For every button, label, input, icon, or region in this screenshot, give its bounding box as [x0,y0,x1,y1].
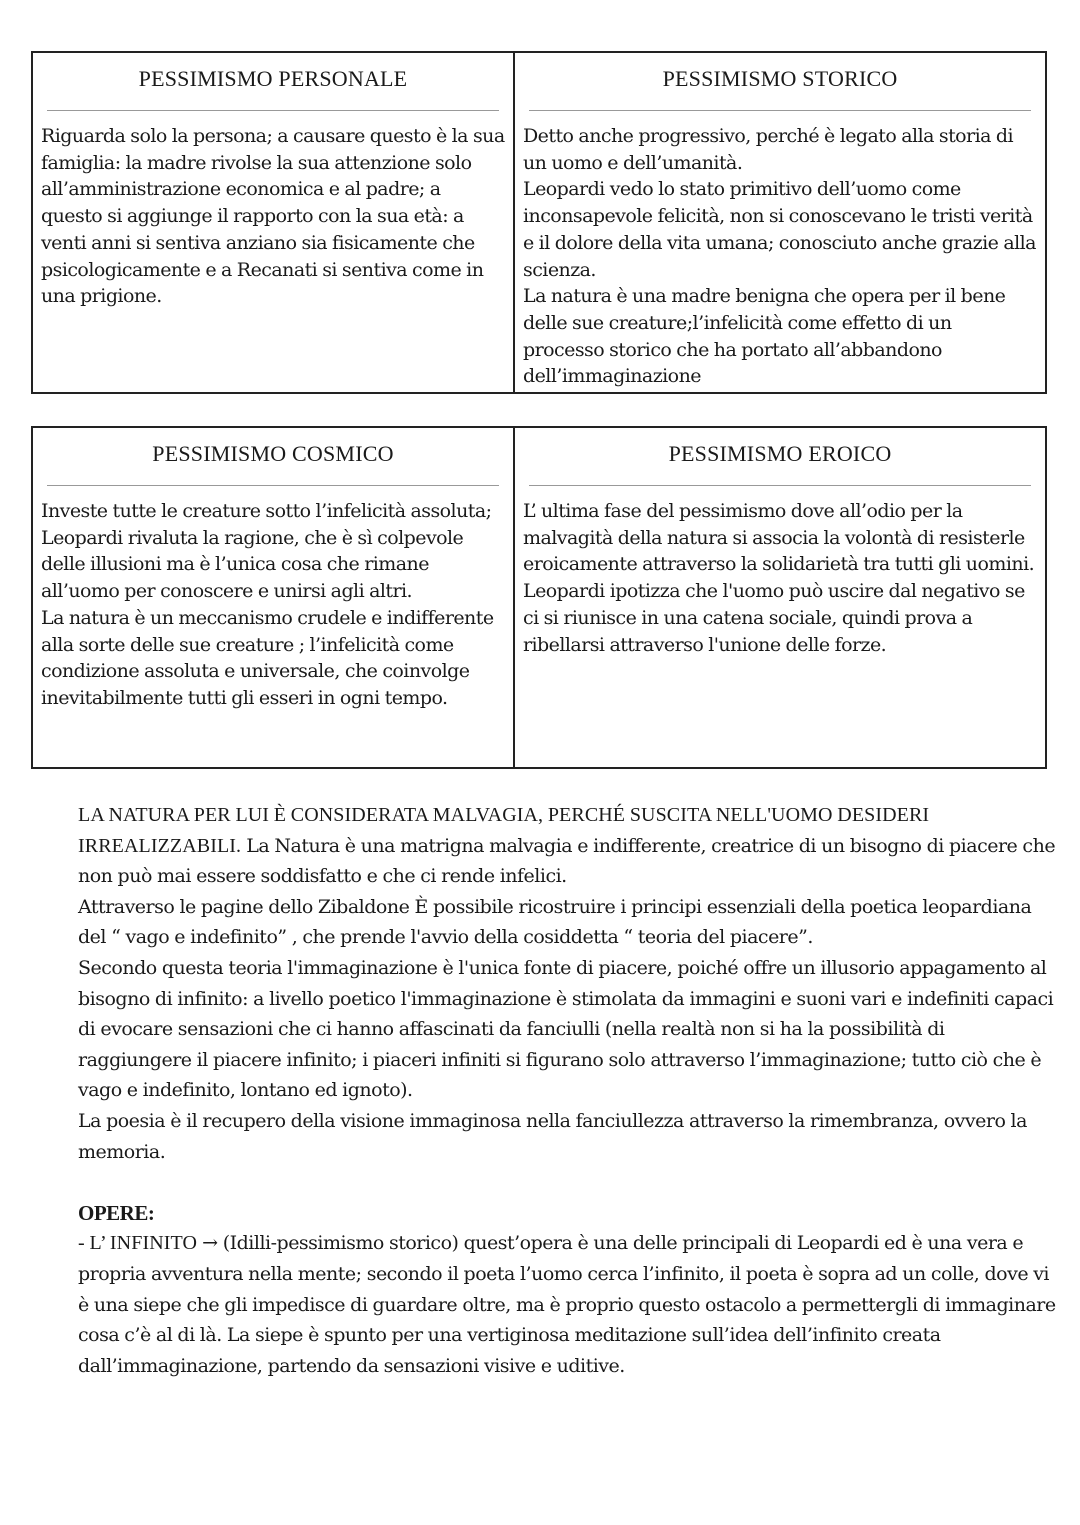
card-pessimismo-storico [515,53,1045,392]
paragraph-text: La Natura è una matrigna malvagia e indifferente, creatrice di un bisogno di piacere che non può mai essere soddisfatto e che ci rende infelici. [78,834,1056,888]
card-body [33,486,513,712]
teoria-paragraph: Secondo questa teoria l'immaginazione è l'unica fonte di piacere, poiché offre un illusorio appagamento al bisogno di infinito: a livello poetico l'immaginazione è stimolata da immagini e suoni vari e indefiniti capaci di evocare sensazioni che ci hanno affascinati da fanciulli (nella realtà non si ha la possibilità di raggiungere il piacere infinito; i piaceri infiniti si figurano solo attraverso l’immaginazione; tutto ciò che è vago e indefinito, lontano ed ignoto). [78,956,1054,1102]
card-title: PESSIMISMO PERSONALE [138,66,408,91]
opere-heading: OPERE: [78,1200,155,1225]
card-paragraph: Detto anche progressivo, perché è legato alla storia di un uomo e dell’umanità. [523,125,1014,174]
card-paragraph: Leopardi vedo lo stato primitivo dell’uomo come inconsapevole felicità, non si conoscevano le tristi verità e il dolore della vita umana; conosciuto anche grazie alla scienza. [523,178,1036,281]
card-paragraph: La natura è una madre benigna che opera per il bene delle sue creature;l’infelicità come effetto di un processo storico che ha portato all’abbandono dell’immaginazione [523,285,1006,388]
card-title: PESSIMISMO COSMICO [152,441,394,466]
card-pessimismo-eroico [515,428,1045,767]
card-title: PESSIMISMO STORICO [662,66,898,91]
pessimismo-table-top [31,51,1047,394]
arrow-icon: → [197,1232,223,1255]
work-description: (Idilli-pessimismo storico) quest’opera è una delle principali di Leopardi ed è una vera e propria avventura nella mente; secondo il poeta l’uomo cerca l’infinito, il poeta è sopra ad un colle, dove vi è una siepe che gli impedisce di guardare oltre, ma è proprio questo ostacolo a permettergli di immaginare cosa c’è al di là. La siepe è spunto per una vertiginosa meditazione sull’idea dell’infinito creata dall’immaginazione, partendo da sensazioni visive e uditive. [78,1232,1056,1377]
card-paragraph: Riguarda solo la persona; a causare questo è la sua famiglia: la madre rivolse la sua attenzione solo all’amministrazione economica e al padre; a questo si aggiunge il rapporto con la sua età: a venti anni si sentiva anziano sia fisicamente che psicologicamente e a Recanati si sentiva come in una prigione. [41,125,505,308]
pessimismo-table-bottom [31,426,1047,769]
zibaldone-paragraph: Attraverso le pagine dello Zibaldone È possibile ricostruire i principi essenziali della poetica leopardiana del “ vago e indefinito” , che prende l'avvio della cosiddetta “ teoria del piacere”. [78,895,1032,949]
work-title: - L’ INFINITO [78,1232,198,1255]
card-paragraph: La natura è un meccanismo crudele e indifferente alla sorte delle sue creature ; l’infelicità come condizione assoluta e universale, che coinvolge inevitabilmente tutti gli esseri in ogni tempo. [41,606,494,709]
main-text [78,800,1058,1381]
card-pessimismo-personale [33,53,515,392]
card-paragraph: Investe tutte le creature sotto l’infelicità assoluta; Leopardi rivaluta la ragione, che è sì colpevole delle illusioni ma è l’unica cosa che rimane all’uomo per conoscere e unirsi agli altri. [41,500,492,603]
natura-paragraph [78,800,1058,892]
caps-lead: LA NATURA PER LUI È CONSIDERATA MALVAGIA, PERCHÉ SUSCITA NELL'UOMO DESIDERI IRREALIZZABILI. [78,804,930,857]
card-body [33,111,513,310]
card-pessimismo-cosmico [33,428,515,767]
poesia-paragraph: La poesia è il recupero della visione immaginosa nella fanciullezza attraverso la rimembranza, ovvero la memoria. [78,1109,1027,1163]
card-paragraph: Leopardi ipotizza che l'uomo può uscire dal negativo se ci si riunisce in una catena sociale, quindi prova a ribellarsi attraverso l'unione delle forze. [523,580,1025,656]
opere-item-infinito [78,1228,1058,1381]
card-paragraph: L’ ultima fase del pessimismo dove all’odio per la malvagità della natura si associa la volontà di resisterle eroicamente attraverso la solidarietà tra tutti gli uomini. [523,500,1035,576]
card-title: PESSIMISMO EROICO [668,441,892,466]
card-body [515,111,1045,390]
spacer [78,1167,1058,1198]
card-body [515,486,1045,658]
